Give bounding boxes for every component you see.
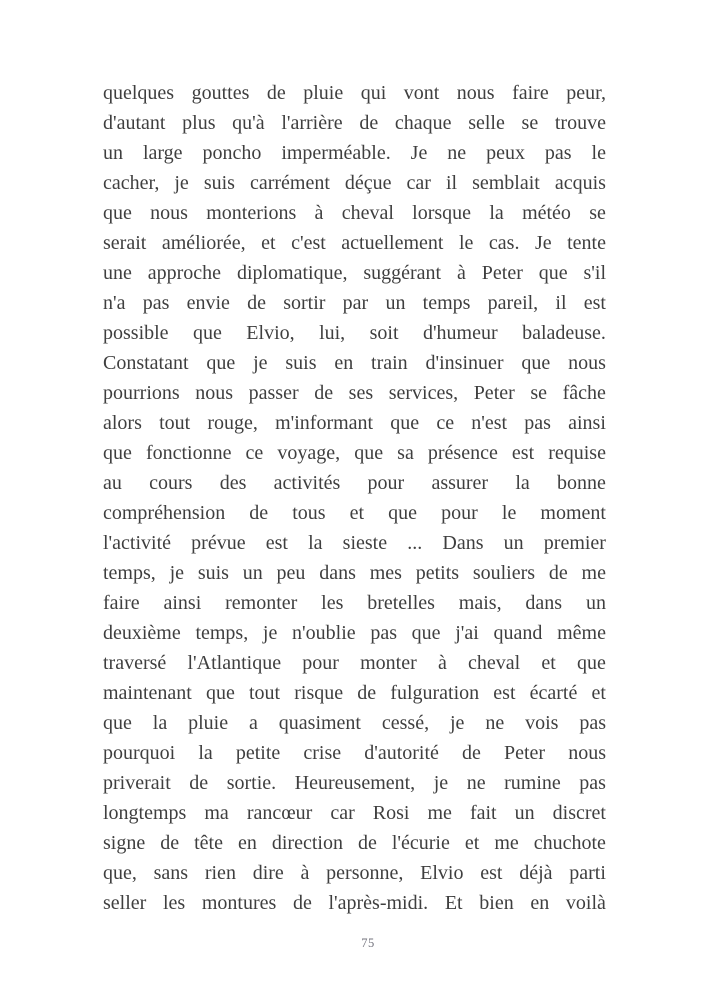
- text-line: maintenant que tout risque de fulguration est écarté et: [103, 682, 606, 704]
- text-line: alors tout rouge, m'informant que ce n'est pas ainsi: [103, 412, 606, 434]
- text-line: faire ainsi remonter les bretelles mais, dans un: [103, 592, 606, 614]
- text-line: temps, je suis un peu dans mes petits souliers de me: [103, 562, 606, 584]
- text-line: longtemps ma rancœur car Rosi me fait un discret: [103, 802, 606, 824]
- text-line: quelques gouttes de pluie qui vont nous faire peur,: [103, 82, 606, 104]
- text-line: cacher, je suis carrément déçue car il semblait acquis: [103, 172, 606, 194]
- text-line: seller les montures de l'après-midi. Et bien en voilà: [103, 892, 606, 914]
- text-line: compréhension de tous et que pour le moment: [103, 502, 606, 524]
- text-line: traversé l'Atlantique pour monter à cheval et que: [103, 652, 606, 674]
- text-line: l'activité prévue est la sieste ... Dans un premier: [103, 532, 606, 554]
- text-line: possible que Elvio, lui, soit d'humeur baladeuse.: [103, 322, 606, 344]
- text-line: serait améliorée, et c'est actuellement le cas. Je tente: [103, 232, 606, 254]
- text-line: que fonctionne ce voyage, que sa présence est requise: [103, 442, 606, 464]
- body-text: [103, 78, 606, 918]
- page-number: 75: [361, 936, 375, 950]
- text-line: au cours des activités pour assurer la bonne: [103, 472, 606, 494]
- text-line: une approche diplomatique, suggérant à Peter que s'il: [103, 262, 606, 284]
- text-line: que, sans rien dire à personne, Elvio est déjà parti: [103, 862, 606, 884]
- text-line: pourquoi la petite crise d'autorité de Peter nous: [103, 742, 606, 764]
- text-line: d'autant plus qu'à l'arrière de chaque selle se trouve: [103, 112, 606, 134]
- text-line: n'a pas envie de sortir par un temps pareil, il est: [103, 292, 606, 314]
- text-line: deuxième temps, je n'oublie pas que j'ai quand même: [103, 622, 606, 644]
- text-line: que la pluie a quasiment cessé, je ne vois pas: [103, 712, 606, 734]
- text-line: priverait de sortie. Heureusement, je ne rumine pas: [103, 772, 606, 794]
- text-line: un large poncho imperméable. Je ne peux pas le: [103, 142, 606, 164]
- text-line: Constatant que je suis en train d'insinuer que nous: [103, 352, 606, 374]
- text-line: pourrions nous passer de ses services, Peter se fâche: [103, 382, 606, 404]
- text-line: que nous monterions à cheval lorsque la météo se: [103, 202, 606, 224]
- text-line: signe de tête en direction de l'écurie et me chuchote: [103, 832, 606, 854]
